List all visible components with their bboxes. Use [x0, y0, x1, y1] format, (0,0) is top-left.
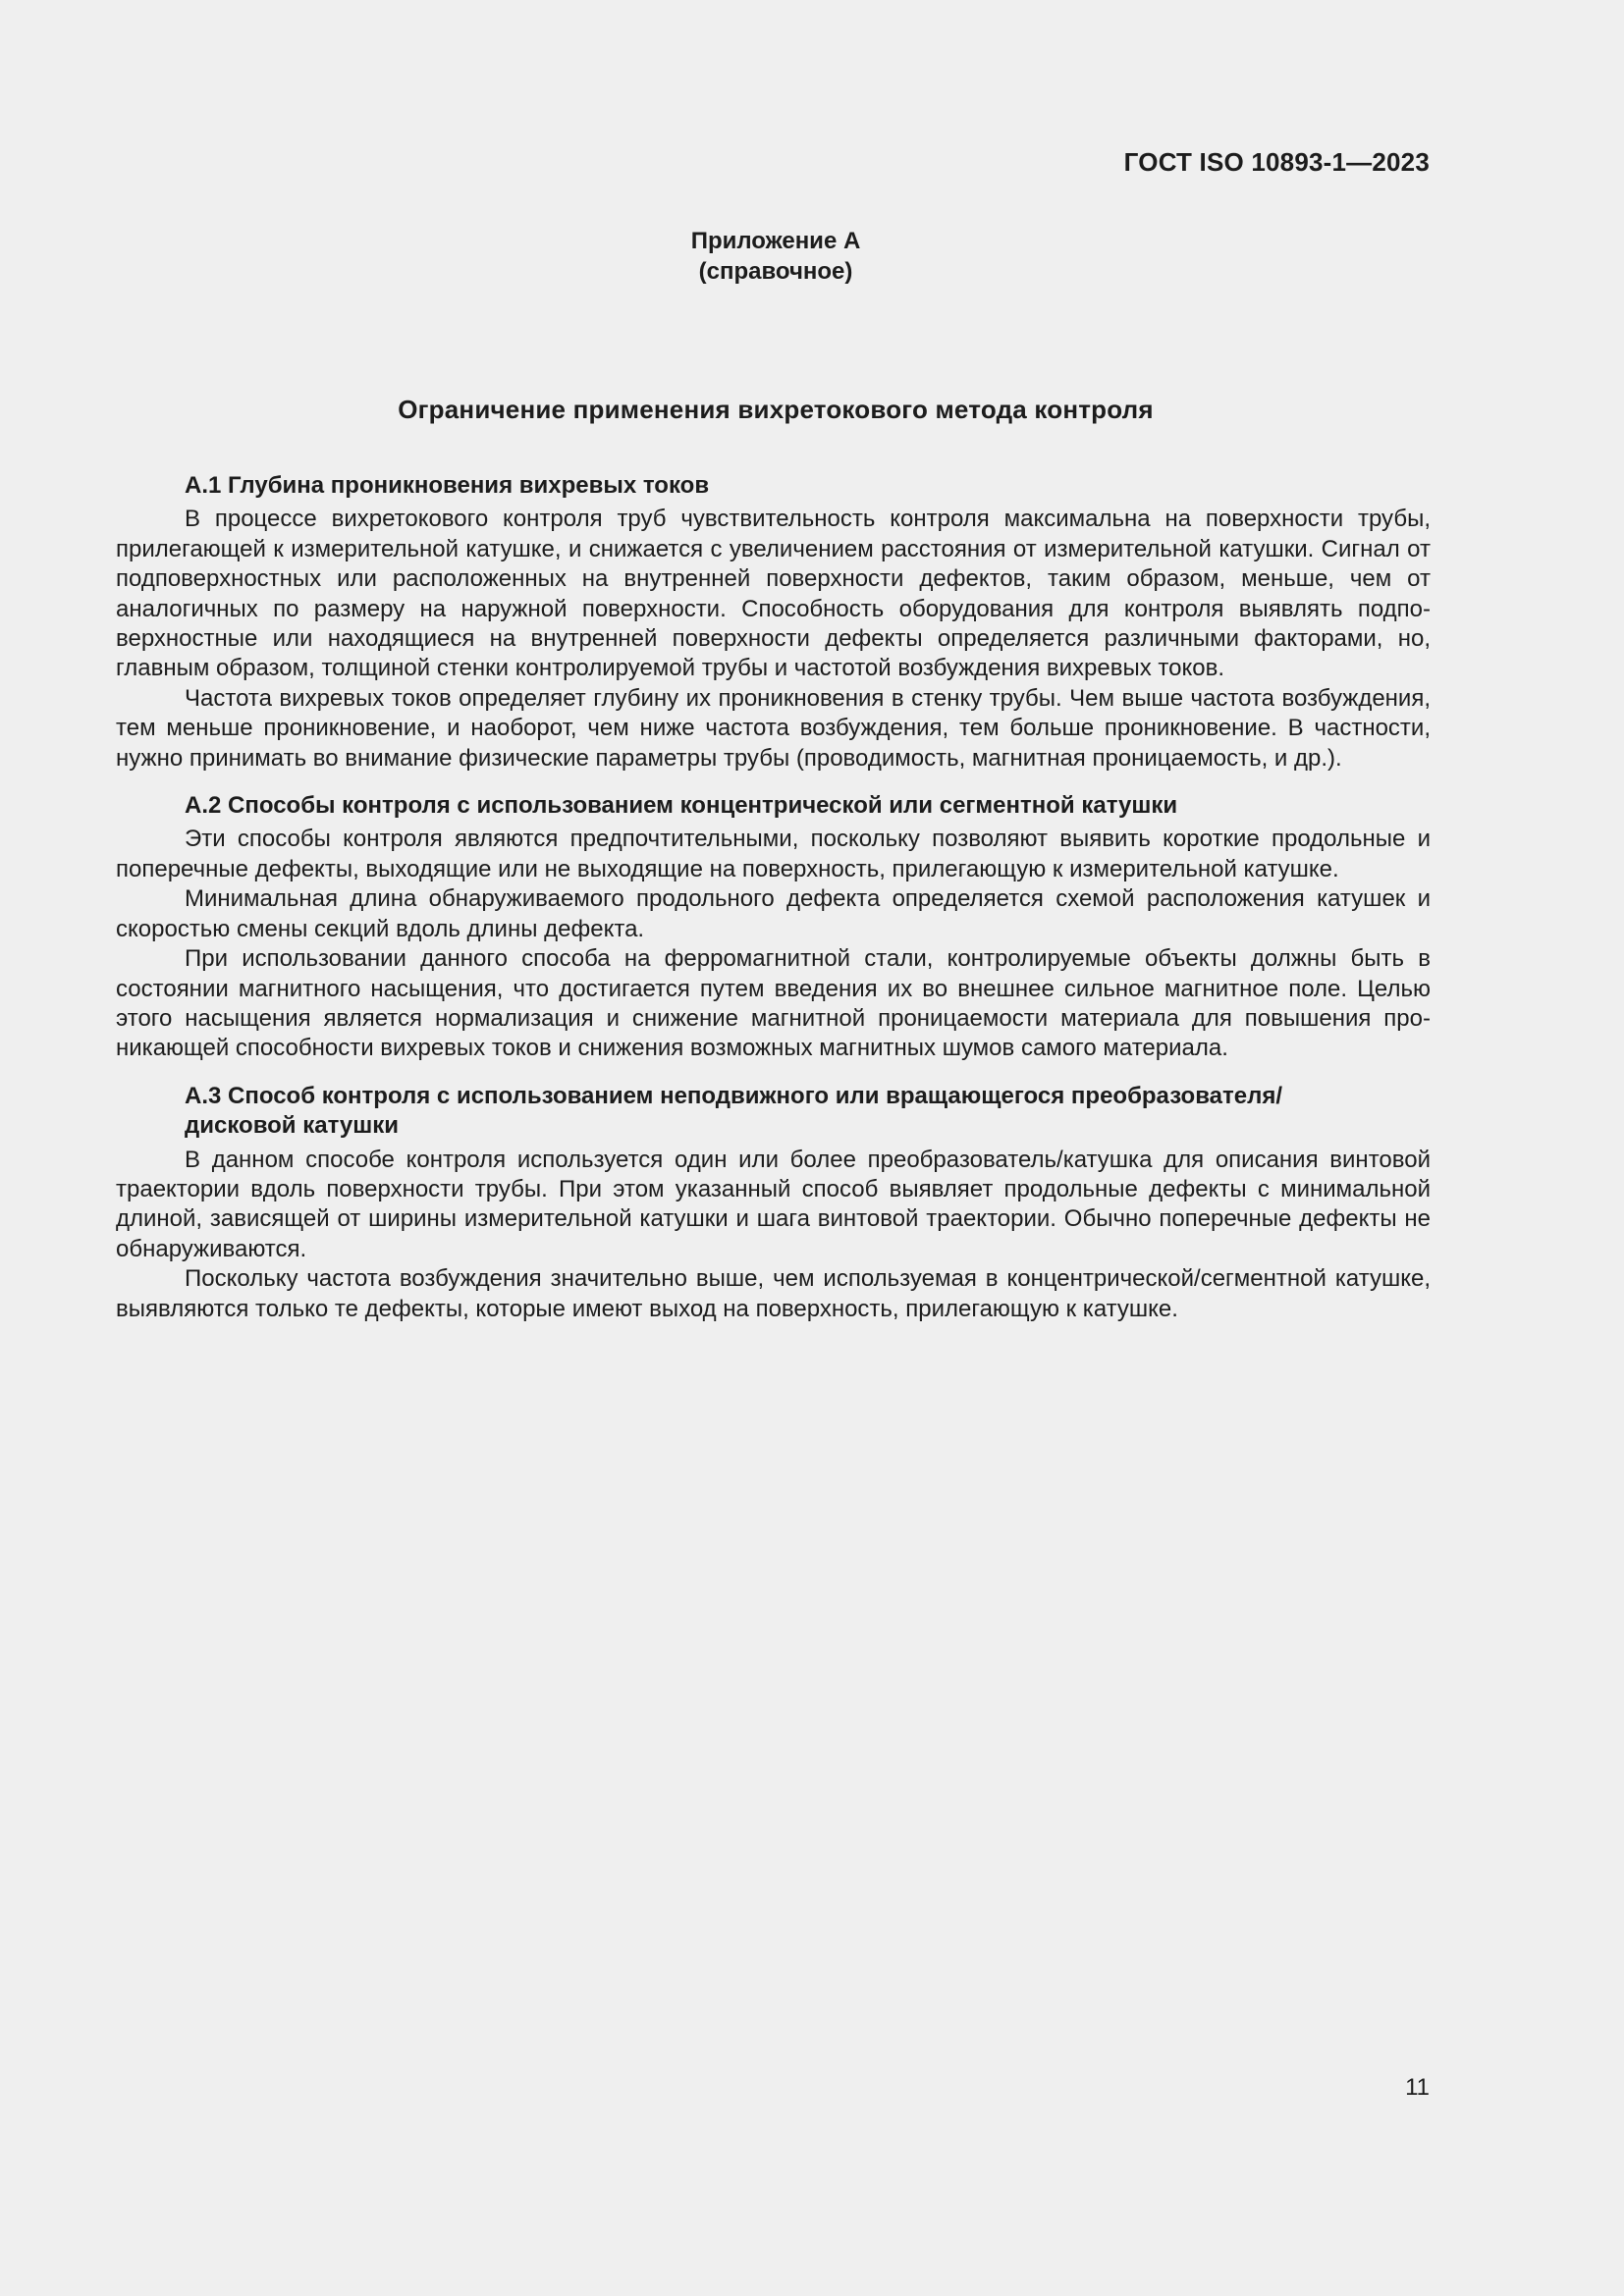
page-number: 11 — [1405, 2074, 1430, 2101]
section-title: Ограничение применения вихретокового метода контроля — [398, 395, 1154, 424]
appendix-title: Приложение А — [690, 228, 861, 254]
appendix-heading — [0, 226, 1551, 287]
subsection-heading-a3-line2: дисковой катушки — [185, 1112, 400, 1140]
standard-id-header: ГОСТ ISO 10893-1—2023 — [1123, 147, 1430, 177]
paragraph: Минимальная длина обнаруживаемого продольного дефекта определяется схемой расположения катушек и скоростью смены секций вдоль длины дефекта. — [116, 885, 1431, 942]
subsection-heading-a1: А.1 Глубина проникновения вихревых токов — [185, 472, 710, 499]
paragraph: Поскольку частота возбуждения значительно выше, чем используемая в концентрической/сегментной катушке, выявляются только те дефекты, которые имеют выход на поверхность, прилегающую к катушке. — [116, 1265, 1431, 1322]
paragraph: В данном способе контроля используется один или более преобразователь/катушка для описания винтовой траектории вдоль поверхности трубы. При этом указанный способ выявляет продольные дефекты с минимальной длиной, зависящей от ширины измерительной катушки и шага винтовой траектории. Обычно поперечные дефекты не обнаруживаются. — [116, 1146, 1431, 1262]
document-body — [116, 471, 1431, 1324]
paragraph: Эти способы контроля являются предпочтительными, поскольку позволяют выявить короткие продольные и поперечные дефекты, выходящие или не выходящие на поверхность, прилегающую к измерительной катушке. — [116, 826, 1431, 882]
paragraph: Частота вихревых токов определяет глубину их проникновения в стенку трубы. Чем выше частота возбуждения, тем меньше проникновение, и наоборот, чем ниже частота возбуждения, тем больше проникновение. В частности, нужно принимать во внимание физические параметры трубы (проводимость, магнитная проницаемость, и др.). — [116, 684, 1431, 772]
appendix-type: (справочное) — [698, 258, 853, 285]
paragraph: При использовании данного способа на ферромагнитной стали, контролируемые объекты должны быть в состоянии магнитного насыщения, что достигается путем введения их во внешнее сильное магнитное поле. Целью этого насыщения является нормализация и снижение магнитной проницаемости материала для повышения проникающей способности вихревых токов и снижения возможных магнитных шумов самого материала. — [116, 945, 1431, 1062]
subsection-heading-a3 — [116, 1082, 1431, 1142]
subsection-heading-a3-line1: А.3 Способ контроля с использованием неподвижного или вращающегося преобразователя/ — [185, 1082, 1282, 1109]
subsection-heading-a2: А.2 Способы контроля с использованием концентрической или сегментной катушки — [185, 792, 1178, 820]
paragraph: В процессе вихретокового контроля труб чувствительность контроля максимальна на поверхности трубы, прилегающей к измерительной катушке, и снижается с увеличением расстояния от измерительной катушки. Сигнал от подповерхностных или расположенных на внутренней поверхности дефектов, таким образом, меньше, чем от аналогичных по размеру на наружной поверхности. Способность оборудования для контроля выявлять подповерхностные или находящиеся на внутренней поверхности дефекты определяется различными факторами, но, главным образом, толщиной стенки контролируемой трубы и частотой возбуждения вихревых токов. — [116, 506, 1431, 682]
